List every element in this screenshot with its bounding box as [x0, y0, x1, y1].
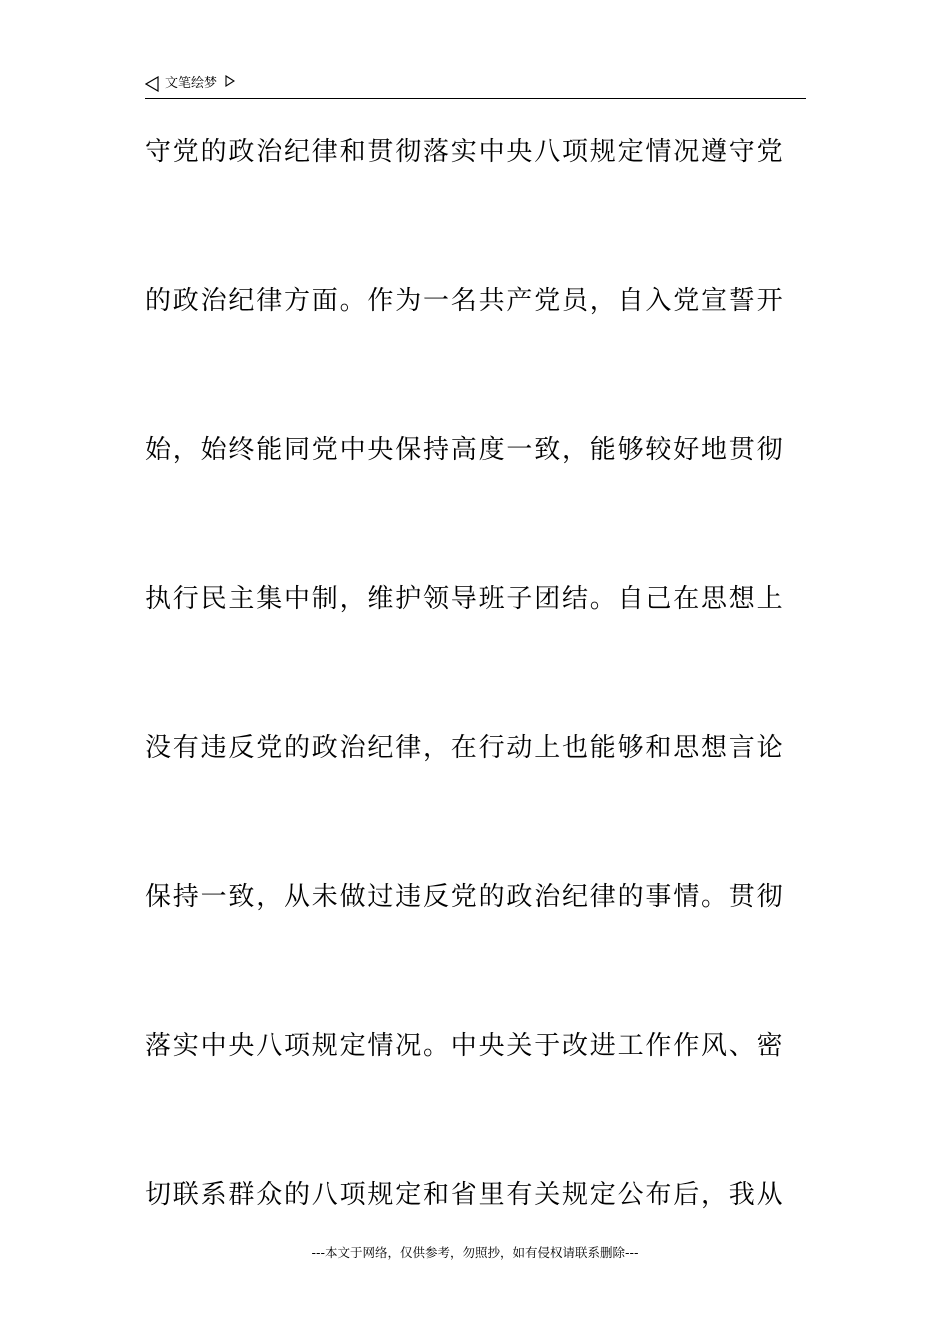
text-line: 保持一致，从未做过违反党的政治纪律的事情。贯彻: [145, 882, 785, 912]
text-line: 执行民主集中制，维护领导班子团结。自己在思想上: [145, 584, 785, 614]
header-row: [145, 76, 235, 92]
text-line: 切联系群众的八项规定和省里有关规定公布后，我从: [145, 1180, 785, 1210]
text-line: 始，始终能同党中央保持高度一致，能够较好地贯彻: [145, 435, 785, 465]
text-line: 落实中央八项规定情况。中央关于改进工作作风、密: [145, 1031, 785, 1061]
header-title: 文笔绘梦: [165, 76, 218, 91]
footer-disclaimer: ---本文于网络，仅供参考，勿照抄，如有侵权请联系删除---: [311, 1245, 639, 1260]
page-header: [145, 72, 806, 99]
arrow-right-icon: [225, 75, 235, 87]
text-line: 的政治纪律方面。作为一名共产党员，自入党宣誓开: [145, 286, 785, 316]
arrow-left-icon: [145, 76, 159, 92]
text-line: 守党的政治纪律和贯彻落实中央八项规定情况遵守党: [145, 137, 785, 167]
text-line: 没有违反党的政治纪律，在行动上也能够和思想言论: [145, 733, 785, 763]
document-body: [145, 128, 806, 1320]
